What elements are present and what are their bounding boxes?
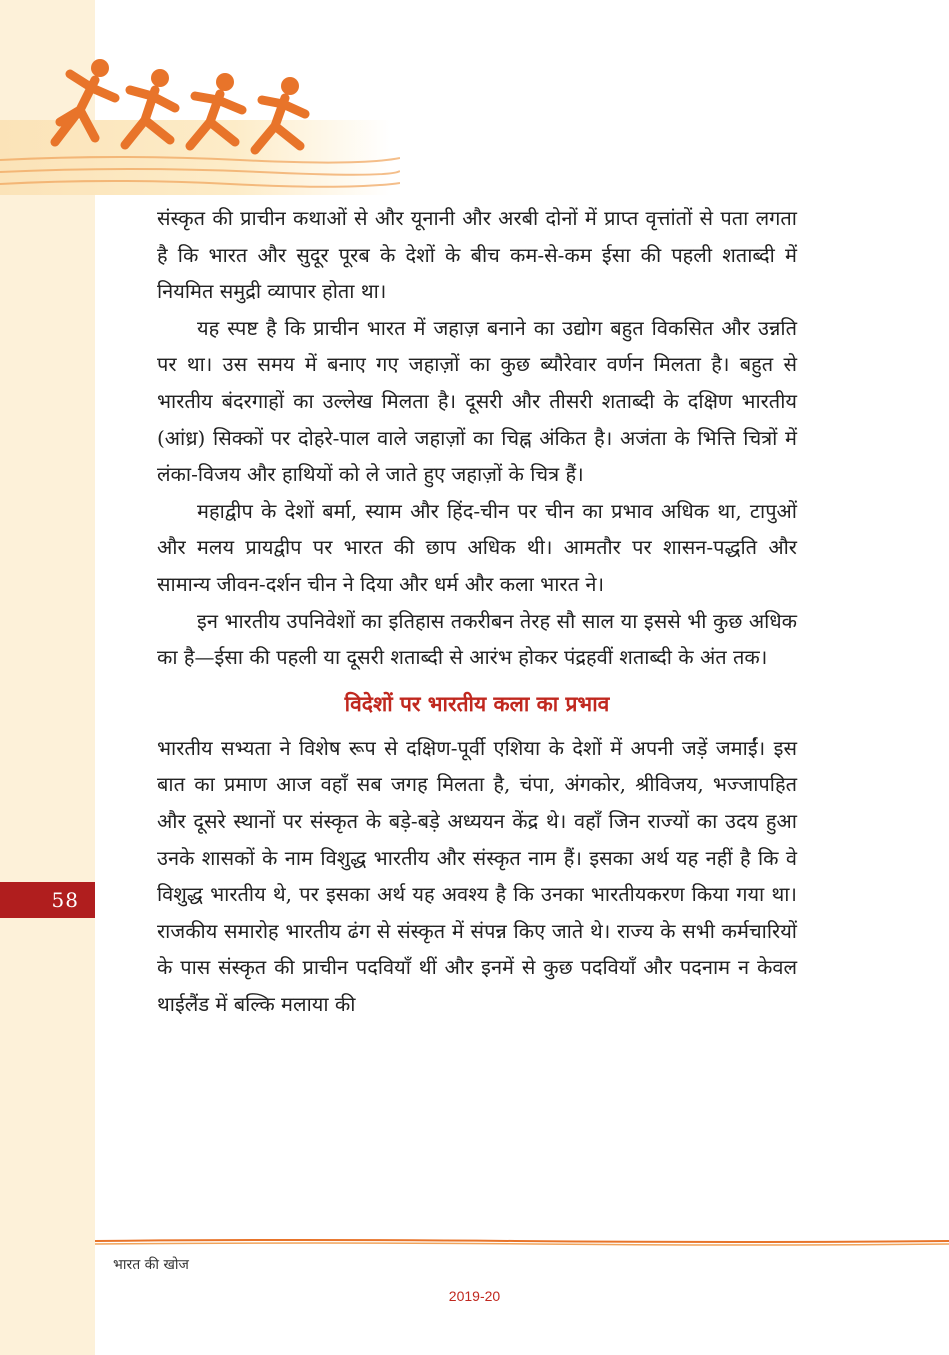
edition-year: 2019-20 bbox=[448, 1288, 501, 1304]
paragraph: यह स्पष्ट है कि प्राचीन भारत में जहाज़ बनाने का उद्योग बहुत विकसित और उन्नति पर था। उस समय में बनाए गए जहाज़ों का कुछ ब्यौरेवार वर्णन मिलता है। बहुत से भारतीय बंदरगाहों का उल्लेख मिलता है। दूसरी और तीसरी शताब्दी के दक्षिण भारतीय (आंध्र) सिक्कों पर दोहरे-पाल वाले जहाज़ों का चिह्न अंकित है। अजंता के भित्ति चित्रों में लंका-विजय और हाथियों को ले जाते हुए जहाज़ों के चित्र हैं। bbox=[157, 315, 797, 487]
paragraph: भारतीय सभ्यता ने विशेष रूप से दक्षिण-पूर्वी एशिया के देशों में अपनी जड़ें जमाईं। इस बात का प्रमाण आज वहाँ सब जगह मिलता है, चंपा, अंगकोर, श्रीविजय, भज्जापहित और दूसरे स्थानों पर संस्कृत के बड़े-बड़े अध्ययन केंद्र थे। वहाँ जिन राज्यों का उदय हुआ उनके शासकों के नाम विशुद्ध भारतीय और संस्कृत नाम हैं। इसका अर्थ यह नहीं है कि वे विशुद्ध भारतीय थे, पर इसका अर्थ यह अवश्य है कि उनका भारतीयकरण किया गया था। राजकीय समारोह भारतीय ढंग से संस्कृत में संपन्न किए जाते थे। राज्य के सभी कर्मचारियों के पास संस्कृत की प्राचीन पदवियाँ थीं और इनमें से कुछ पदवियाँ और पदनाम न केवल थाईलैंड में बल्कि मलाया की bbox=[157, 735, 797, 1016]
left-margin-strip bbox=[0, 0, 95, 1355]
paragraph: इन भारतीय उपनिवेशों का इतिहास तकरीबन तेरह सौ साल या इससे भी कुछ अधिक का है—ईसा की पहली या दूसरी शताब्दी से आरंभ होकर पंद्रहवीं शताब्दी के अंत तक। bbox=[157, 608, 797, 670]
page-number: 58 bbox=[0, 882, 95, 918]
paragraph: संस्कृत की प्राचीन कथाओं से और यूनानी और अरबी दोनों में प्राप्त वृत्तांतों से पता लगता है कि भारत और सुदूर पूरब के देशों के बीच कम-से-कम ईसा की पहली शताब्दी में नियमित समुद्री व्यापार होता था। bbox=[157, 206, 797, 304]
book-title: भारत की खोज bbox=[113, 1257, 189, 1273]
running-figures-icon bbox=[0, 50, 400, 200]
page-content bbox=[157, 200, 797, 1022]
section-heading: विदेशों पर भारतीय कला का प्रभाव bbox=[344, 690, 610, 716]
paragraph: महाद्वीप के देशों बर्मा, स्याम और हिंद-चीन पर चीन का प्रभाव अधिक था, टापुओं और मलय प्रायद्वीप पर भारत की छाप अधिक थी। आमतौर पर शासन-पद्धति और सामान्य जीवन-दर्शन चीन ने दिया और धर्म और कला भारत ने। bbox=[157, 498, 797, 596]
footer-divider bbox=[95, 1238, 949, 1247]
